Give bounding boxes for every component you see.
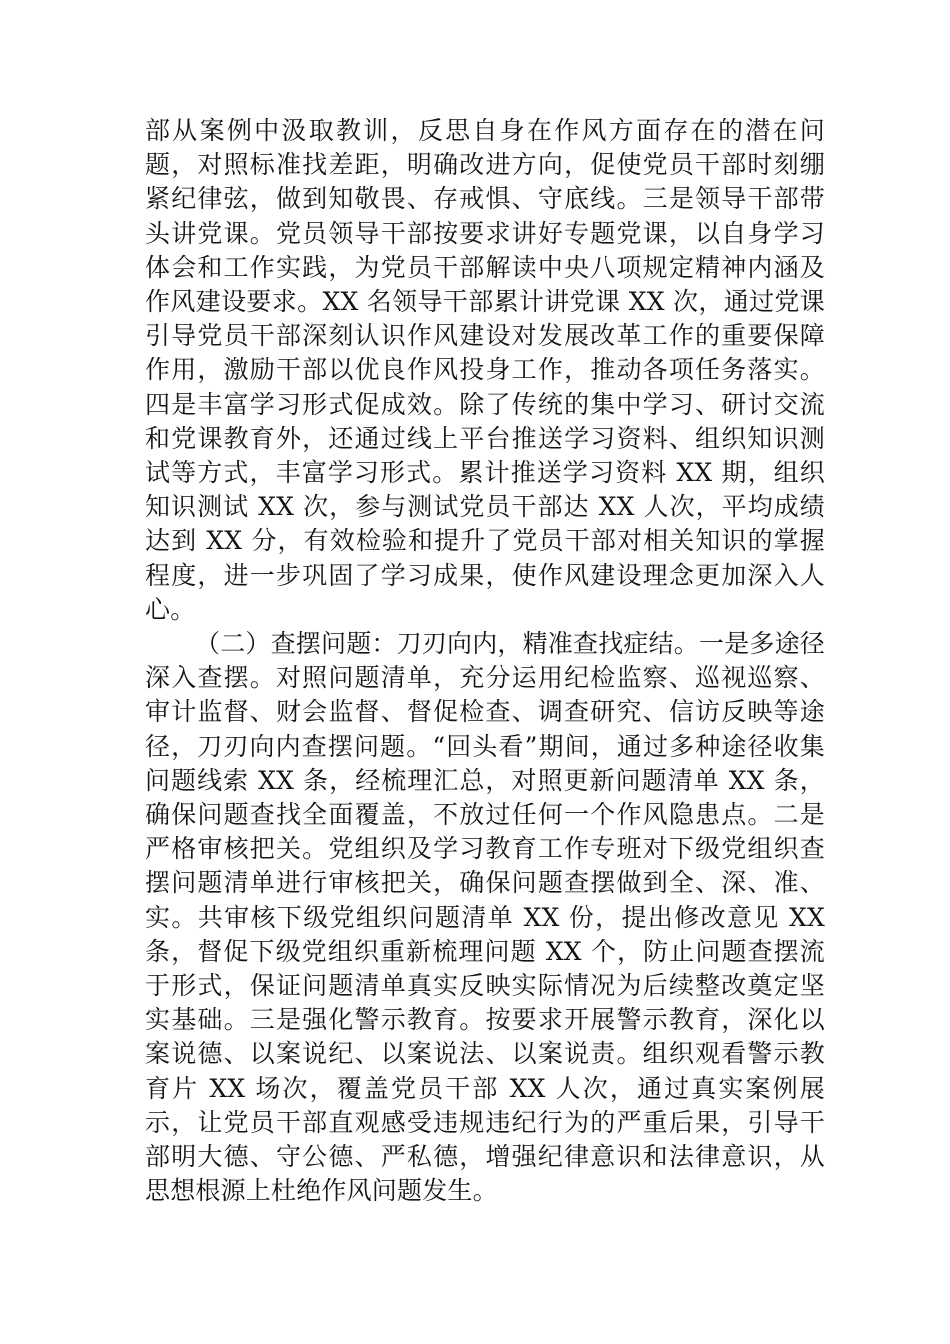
paragraph-1: 部从案例中汲取教训，反思自身在作风方面存在的潜在问题，对照标准找差距，明确改进方向，促使党员干部时刻绷紧纪律弦，做到知敬畏、存戒惧、守底线。三是领导干部带头讲党课。党员领导干部按要求讲好专题党课，以自身学习体会和工作实践，为党员干部解读中央八项规定精神内涵及作风建设要求。XX 名领导干部累计讲党课 XX 次，通过党课引导党员干部深刻认识作风建设对发展改革工作的重要保障作用，激励干部以优良作风投身工作，推动各项任务落实。四是丰富学习形式促成效。除了传统的集中学习、研讨交流和党课教育外，还通过线上平台推送学习资料、组织知识测试等方式，丰富学习形式。累计推送学习资料 XX 期，组织知识测试 XX 次，参与测试党员干部达 XX 人次，平均成绩达到 XX 分，有效检验和提升了党员干部对相关知识的掌握程度，进一步巩固了学习成果，使作风建设理念更加深入人心。 bbox=[145, 116, 825, 624]
paragraph-2: （二）查摆问题：刀刃向内，精准查找症结。一是多途径深入查摆。对照问题清单，充分运用纪检监察、巡视巡察、审计监督、财会监督、督促检查、调查研究、信访反映等途径，刀刃向内查摆问题。“回头看”期间，通过多种途径收集问题线索 XX 条，经梳理汇总，对照更新问题清单 XX 条，确保问题查找全面覆盖，不放过任何一个作风隐患点。二是严格审核把关。党组织及学习教育工作专班对下级党组织查摆问题清单进行审核把关，确保问题查摆做到全、深、准、实。共审核下级党组织问题清单 XX 份，提出修改意见 XX 条，督促下级党组织重新梳理问题 XX 个，防止问题查摆流于形式，保证问题清单真实反映实际情况为后续整改奠定坚实基础。三是强化警示教育。按要求开展警示教育，深化以案说德、以案说纪、以案说法、以案说责。组织观看警示教育片 XX 场次，覆盖党员干部 XX 人次，通过真实案例展示，让党员干部直观感受违规违纪行为的严重后果，引导干部明大德、守公德、严私德，增强纪律意识和法律意识，从思想根源上杜绝作风问题发生。 bbox=[145, 629, 826, 1206]
document-body bbox=[145, 114, 825, 1209]
